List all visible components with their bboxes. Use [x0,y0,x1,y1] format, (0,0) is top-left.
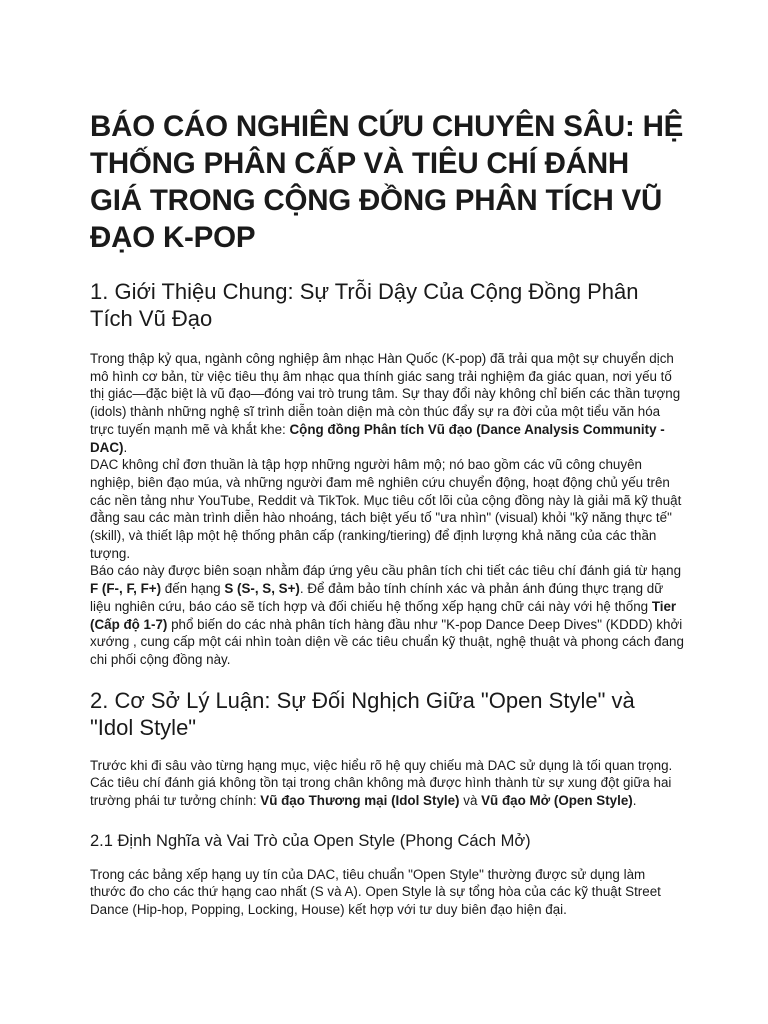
text-run: và [459,793,482,809]
text-run: đến hạng [161,581,225,597]
section-1-paragraph-2: DAC không chỉ đơn thuần là tập hợp những người hâm mộ; nó bao gồm các vũ công chuyên nghiệp, biên đạo múa, và những người đam mê nghiên cứu chuyển động, hoạt động chủ yếu trên các nền tảng như YouTube, Reddit và TikTok. Mục tiêu cốt lõi của cộng đồng này là giải mã kỹ thuật đằng sau các màn trình diễn hào nhoáng, tách biệt yếu tố "ưa nhìn" (visual) khỏi "kỹ năng thực tế" (skill), và thiết lập một hệ thống phân cấp (ranking/tiering) để định lượng khả năng của các thần tượng. [90,457,682,561]
text-run: phổ biến do các nhà phân tích hàng đầu như "K-pop Dance Deep Dives" (KDDD) khởi xướng , cung cấp một cái nhìn toàn diện về các tiêu chuẩn kỹ thuật, nghệ thuật và phong cách đang chi phối cộng đồng này. [90,616,684,667]
subsection-2-1-paragraph-1: Trong các bảng xếp hạng uy tín của DAC, tiêu chuẩn "Open Style" thường được sử dụng làm thước đo cho các thứ hạng cao nhất (S và A). Open Style là sự tổng hòa của các kỹ thuật Street Dance (Hip-hop, Popping, Locking, House) kết hợp với tư duy biên đạo hiện đại. [90,866,661,918]
text-run: . Để đảm bảo tính chính xác và phản ánh đúng thực trạng dữ liệu nghiên cứu, báo cáo sẽ tích hợp và đối chiếu hệ thống xếp hạng chữ cái này với hệ thống [90,581,664,614]
bold-term: Vũ đạo Mở (Open Style) [481,793,633,809]
bold-term: Cộng đồng Phân tích Vũ đạo (Dance Analysis Community - DAC) [90,421,665,455]
section-2-paragraph-1 [90,757,684,810]
text-run: Trong thập kỷ qua, ngành công nghiệp âm nhạc Hàn Quốc (K-pop) đã trải qua một sự chuyển dịch mô hình cơ bản, từ việc tiêu thụ âm nhạc qua thính giác sang trải nghiệm đa giác quan, nơi yếu tố thị giác—đặc biệt là vũ đạo—đóng vai trò trung tâm. Sự thay đổi này không chỉ biến các thần tượng (idols) thành những nghệ sĩ trình diễn toàn diện mà còn thúc đẩy sự ra đời của một tiểu văn hóa trực tuyến mạnh mẽ và khắt khe: [90,351,681,437]
text-run: . [632,793,637,809]
bold-term: Vũ đạo Thương mại (Idol Style) [260,793,460,809]
section-2-heading: 2. Cơ Sở Lý Luận: Sự Đối Nghịch Giữa "Open Style" và "Idol Style" [90,687,635,740]
section-1-heading: 1. Giới Thiệu Chung: Sự Trỗi Dậy Của Cộng Đồng Phân Tích Vũ Đạo [90,279,639,331]
section-1-paragraph-1 [90,350,684,456]
bold-term: Tier (Cấp độ 1-7) [90,598,677,632]
document-content [90,108,684,919]
text-run: Trước khi đi sâu vào từng hạng mục, việc hiểu rõ hệ quy chiếu mà DAC sử dụng là tối quan trọng. Các tiêu chí đánh giá không tồn tại trong chân không mà được hình thành từ sự xung đột giữa hai trường phái tư tưởng chính: [90,757,673,809]
bold-term: S (S-, S, S+) [224,581,300,597]
document-title: BÁO CÁO NGHIÊN CỨU CHUYÊN SÂU: HỆ THỐNG PHÂN CẤP VÀ TIÊU CHÍ ĐÁNH GIÁ TRONG CỘNG ĐỒNG PHÂN TÍCH VŨ ĐẠO K-POP [90,110,684,254]
bold-term: F (F-, F, F+) [90,581,162,597]
section-1-paragraph-3 [90,562,684,668]
subsection-2-1-heading: 2.1 Định Nghĩa và Vai Trò của Open Style (Phong Cách Mở) [90,831,531,850]
text-run: . [123,439,128,455]
text-run: Báo cáo này được biên soạn nhằm đáp ứng yêu cầu phân tích chi tiết các tiêu chí đánh giá từ hạng [90,563,682,579]
